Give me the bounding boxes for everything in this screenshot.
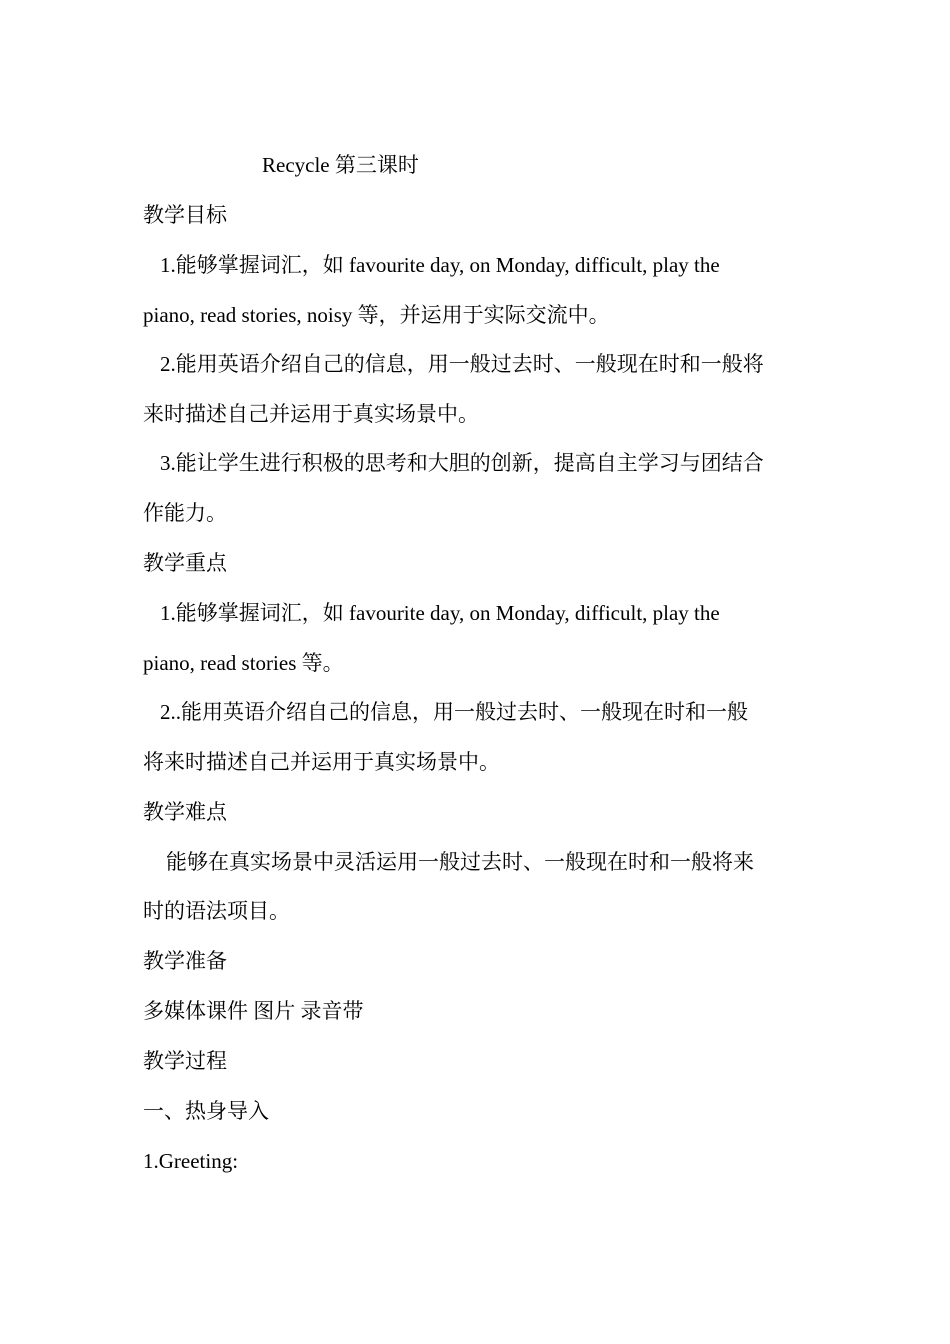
paragraph-line: 2.能用英语介绍自己的信息，用一般过去时、一般现在时和一般将 [160, 352, 764, 376]
paragraph-line: 3.能让学生进行积极的思考和大胆的创新，提高自主学习与团结合 [160, 451, 764, 475]
paragraph-line: 时的语法项目。 [143, 899, 290, 923]
paragraph-line: piano, read stories 等。 [143, 651, 344, 675]
paragraph-line: 1.能够掌握词汇，如 favourite day, on Monday, difficult, play the [160, 253, 720, 277]
paragraph-line: 能够在真实场景中灵活运用一般过去时、一般现在时和一般将来 [166, 850, 754, 874]
paragraph-line: 1.Greeting: [143, 1149, 239, 1173]
paragraph-line: 来时描述自己并运用于真实场景中。 [143, 402, 479, 426]
section-heading-process: 教学过程 [143, 1049, 227, 1073]
section-heading-objectives: 教学目标 [143, 203, 227, 227]
paragraph-line: 多媒体课件 图片 录音带 [143, 999, 364, 1023]
document-title: Recycle 第三课时 [262, 153, 419, 177]
paragraph-line: 1.能够掌握词汇，如 favourite day, on Monday, difficult, play the [160, 601, 720, 625]
paragraph-line: 2..能用英语介绍自己的信息，用一般过去时、一般现在时和一般 [160, 700, 748, 724]
section-heading-preparation: 教学准备 [143, 949, 227, 973]
paragraph-line: 作能力。 [143, 501, 227, 525]
subsection-heading: 一、热身导入 [143, 1099, 269, 1123]
section-heading-key-points: 教学重点 [143, 551, 227, 575]
section-heading-difficulties: 教学难点 [143, 800, 227, 824]
paragraph-line: piano, read stories, noisy 等，并运用于实际交流中。 [143, 303, 610, 327]
paragraph-line: 将来时描述自己并运用于真实场景中。 [143, 750, 500, 774]
